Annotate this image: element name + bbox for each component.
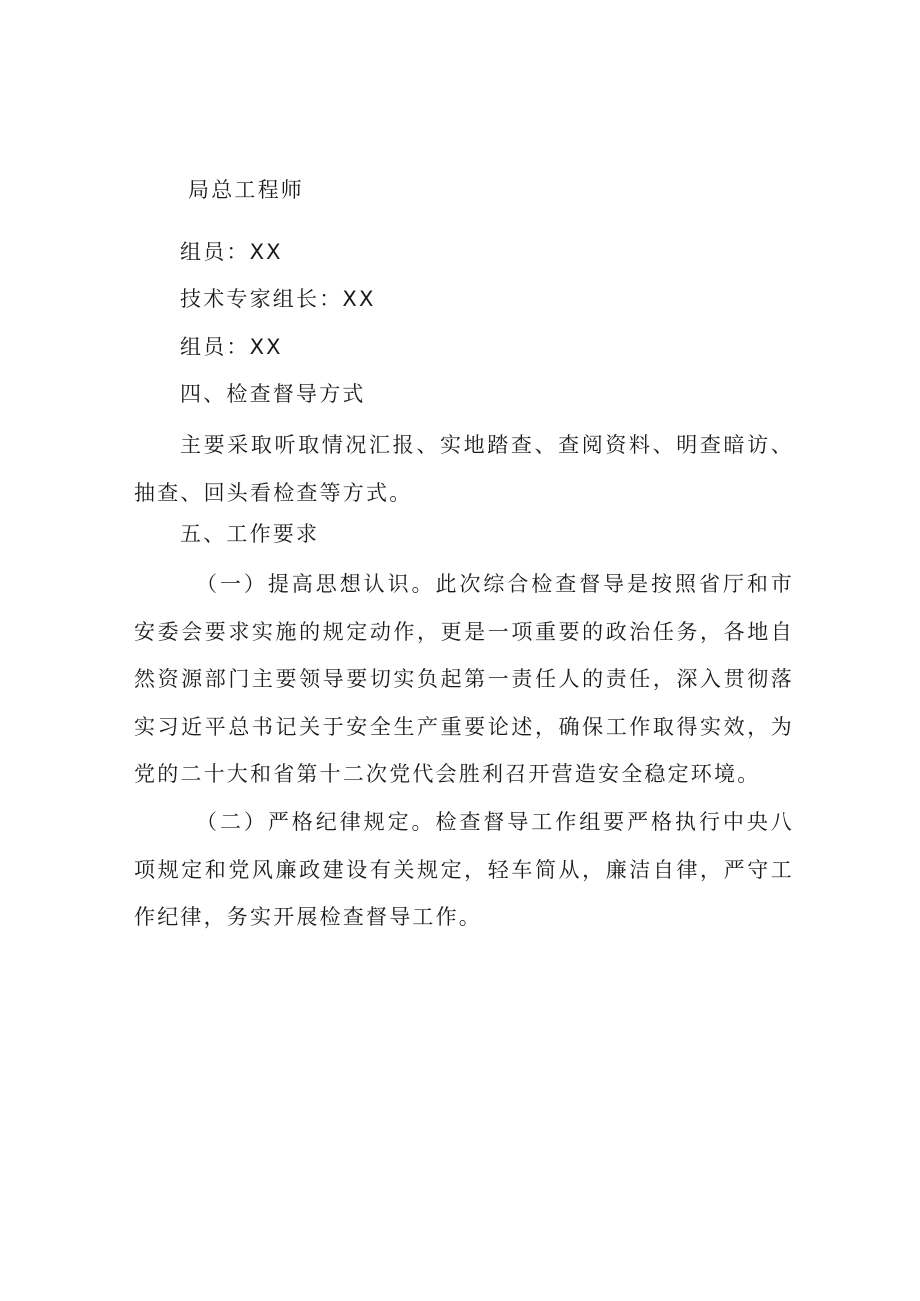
section-4-body: 主要采取听取情况汇报、实地踏查、查阅资料、明查暗访、抽查、回头看检查等方式。 [134, 433, 794, 505]
role-title-continued: 局总工程师 [188, 178, 304, 202]
requirement-2-paragraph: （二）严格纪律规定。检查督导工作组要严格执行中央八项规定和党风廉政建设有关规定，轻车简从，廉洁自律，严守工作纪律，务实开展检查督导工作。 [134, 810, 794, 930]
tech-expert-leader-line: 技术专家组长：XX [180, 287, 376, 311]
requirement-1-paragraph: （一）提高思想认识。此次综合检查督导是按照省厅和市安委会要求实施的规定动作，更是一项重要的政治任务，各地自然资源部门主要领导要切实负起第一责任人的责任，深入贯彻落实习近平总书记关于安全生产重要论述，确保工作取得实效，为党的二十大和省第十二次党代会胜利召开营造安全稳定环境。 [134, 572, 794, 787]
member-line-1: 组员：XX [180, 240, 283, 264]
member-line-2: 组员：XX [180, 335, 283, 359]
section-5-heading: 五、工作要求 [180, 522, 320, 546]
section-4-heading: 四、检查督导方式 [180, 382, 366, 406]
